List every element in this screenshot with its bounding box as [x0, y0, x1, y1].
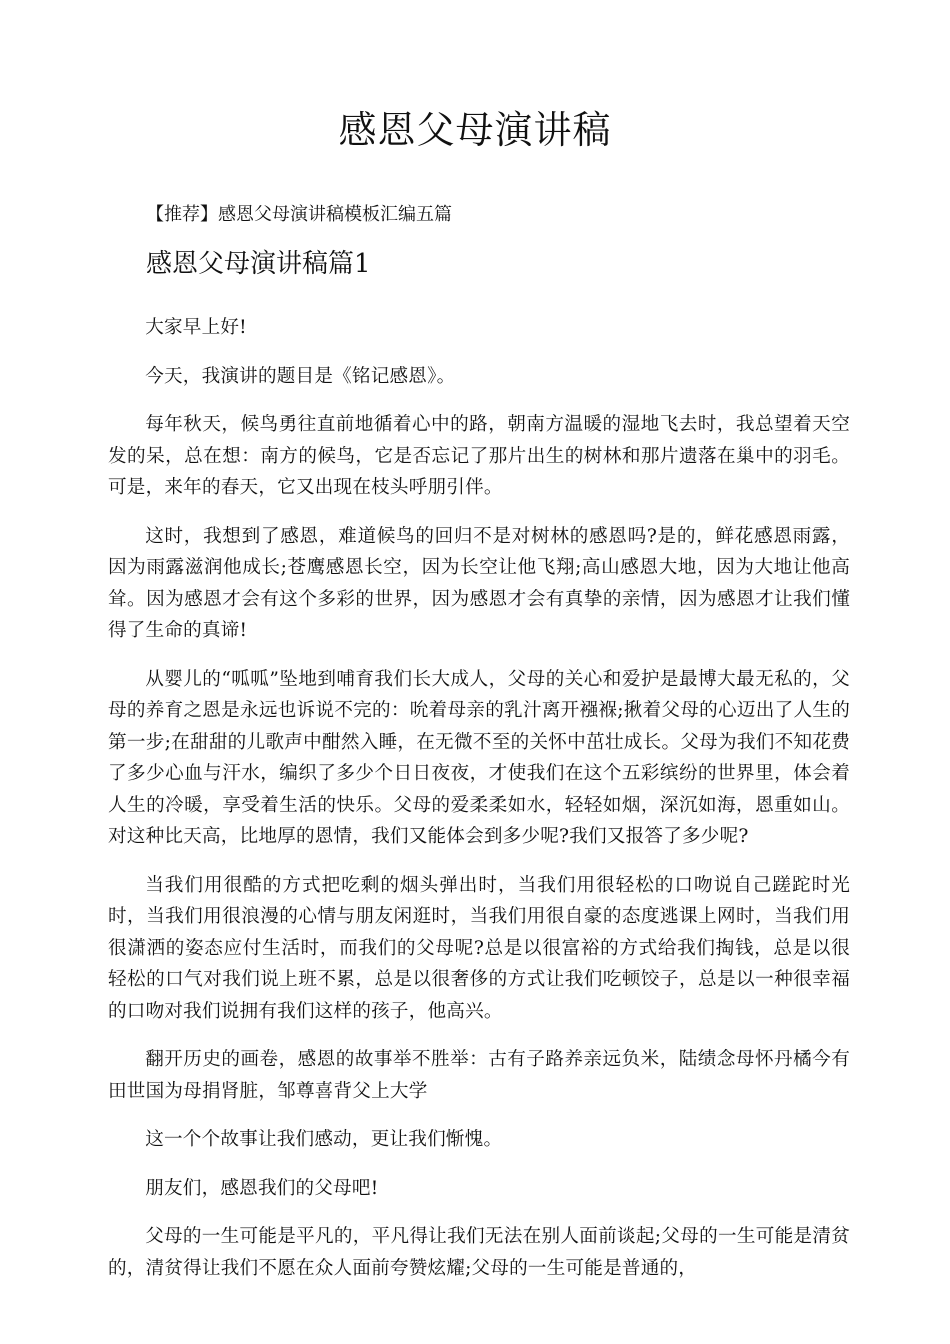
paragraph: 每年秋天，候鸟勇往直前地循着心中的路，朝南方温暖的湿地飞去时，我总望着天空发的呆，总在想：南方的候鸟，它是否忘记了那片出生的树林和那片遗落在巢中的羽毛。可是，来年的春天，它又出现在枝头呼朋引伴。 [108, 414, 850, 498]
paragraph: 父母的一生可能是平凡的，平凡得让我们无法在别人面前谈起;父母的一生可能是清贫的，清贫得让我们不愿在众人面前夸赞炫耀;父母的一生可能是普通的， [108, 1226, 850, 1279]
paragraph: 大家早上好! [145, 317, 247, 338]
paragraph: 这一个个故事让我们感动，更让我们惭愧。 [145, 1129, 503, 1150]
document-subtitle: 【推荐】感恩父母演讲稿模板汇编五篇 [146, 204, 452, 225]
paragraph: 从婴儿的“呱呱”坠地到哺育我们长大成人，父母的关心和爱护是最博大最无私的，父母的养育之恩是永远也诉说不完的：吮着母亲的乳汁离开襁褓;揪着父母的心迈出了人生的第一步;在甜甜的儿歌声中酣然入睡，在无微不至的关怀中茁壮成长。父母为我们不知花费了多少心血与汗水，编织了多少个日日夜夜，才使我们在这个五彩缤纷的世界里，体会着人生的冷暖，享受着生活的快乐。父母的爱柔柔如水，轻轻如烟，深沉如海，恩重如山。对这种比天高，比地厚的恩情，我们又能体会到多少呢?我们又报答了多少呢? [108, 668, 850, 847]
paragraph: 朋友们，感恩我们的父母吧! [145, 1177, 379, 1199]
paragraph: 翻开历史的画卷，感恩的故事举不胜举：古有子路养亲远负米，陆绩念母怀丹橘今有田世国为母捐肾脏，邹尊喜背父上大学 [108, 1049, 850, 1102]
paragraph: 这时，我想到了感恩，难道候鸟的回归不是对树林的感恩吗?是的，鲜花感恩雨露，因为雨露滋润他成长;苍鹰感恩长空，因为长空让他飞翔;高山感恩大地，因为大地让他高耸。因为感恩才会有这个多彩的世界，因为感恩才会有真挚的亲情，因为感恩才让我们懂得了生命的真谛! [108, 525, 850, 641]
section-heading: 感恩父母演讲稿篇1 [146, 249, 371, 279]
paragraph: 当我们用很酷的方式把吃剩的烟头弹出时，当我们用很轻松的口吻说自己蹉跎时光时，当我们用很浪漫的心情与朋友闲逛时，当我们用很自豪的态度逃课上网时，当我们用很潇洒的姿态应付生活时，而我们的父母呢?总是以很富裕的方式给我们掏钱，总是以很轻松的口气对我们说上班不累，总是以很奢侈的方式让我们吃顿饺子，总是以一种很幸福的口吻对我们说拥有我们这样的孩子，他高兴。 [108, 874, 850, 1022]
body-text [108, 312, 850, 1301]
document-title: 感恩父母演讲稿 [338, 108, 612, 152]
paragraph: 今天，我演讲的题目是《铭记感恩》。 [145, 365, 456, 387]
